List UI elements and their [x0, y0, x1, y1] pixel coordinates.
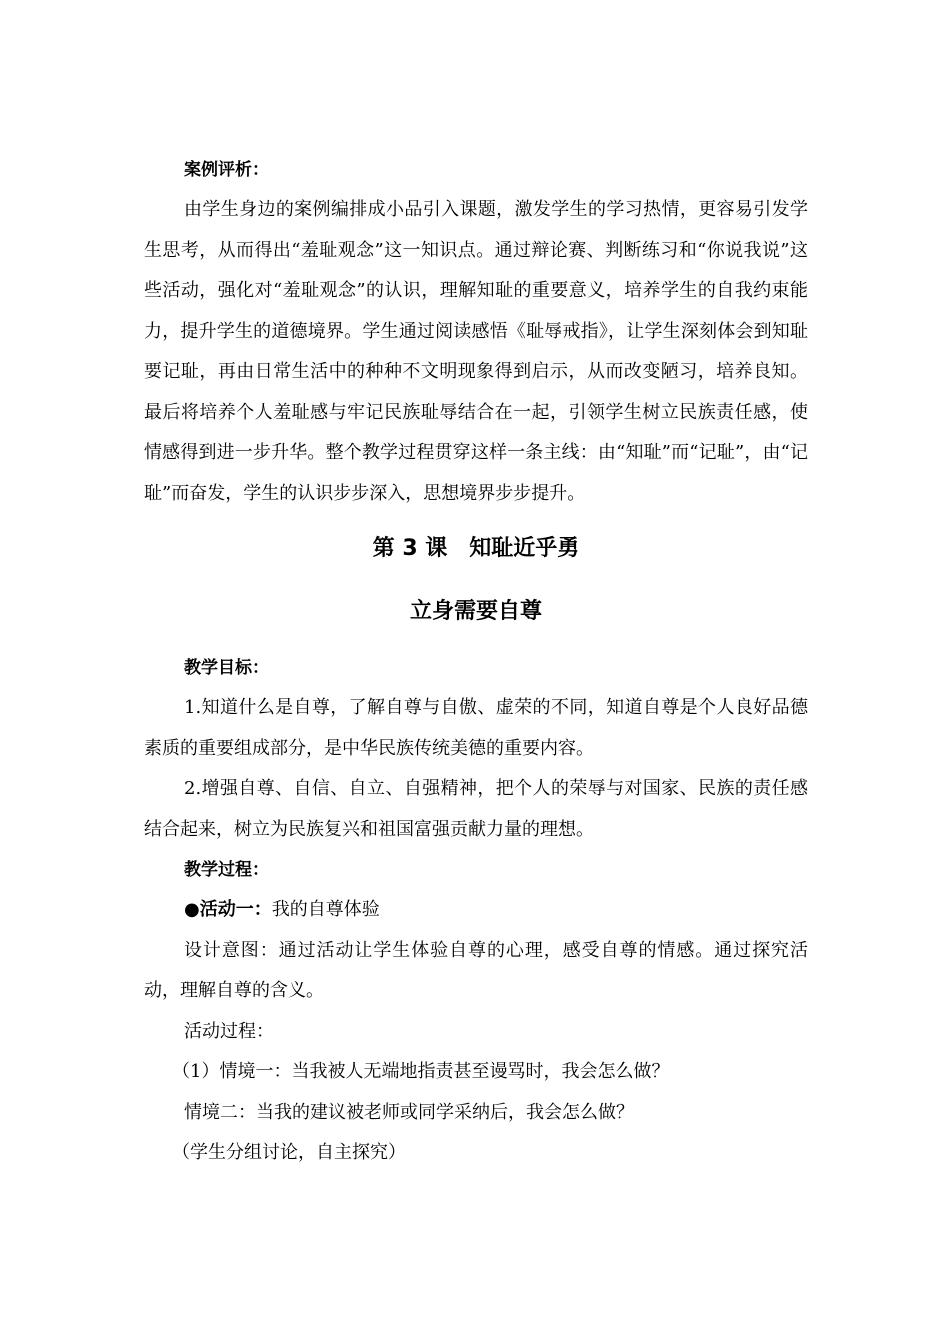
document-page	[144, 150, 808, 1174]
scenario-two: 情境二：当我的建议被老师或同学采纳后，我会怎么做？	[184, 1101, 634, 1123]
case-analysis-body: 由学生身边的案例编排成小品引入课题，激发学生的学习热情，更容易引发学生思考，从而得出“羞耻观念”这一知识点。通过辩论赛、判断练习和“你说我说”这些活动，强化对“羞耻观念”的认识，理解知耻的重要意义，培养学生的自我约束能力，提升学生的道德境界。学生通过阅读感悟《耻辱戒指》，让学生深刻体会到知耻要记耻，再由日常生活中的种种不文明现象得到启示，从而改变陋习，培养良知。最后将培养个人羞耻感与牢记民族耻辱结合在一起，引领学生树立民族责任感，使情感得到进一步升华。整个教学过程贯穿这样一条主线：由“知耻”而“记耻”，由“记耻”而奋发，学生的认识步步深入，思想境界步步提升。	[144, 199, 808, 504]
discussion-note: （学生分组讨论，自主探究）	[172, 1142, 406, 1163]
case-analysis-heading: 案例评析：	[184, 160, 269, 180]
process-heading: 教学过程：	[184, 860, 269, 880]
lesson-title: 第 3 课 知耻近乎勇	[372, 536, 580, 561]
activity-title: 我的自尊体验	[271, 899, 380, 920]
lesson-subtitle: 立身需要自尊	[409, 599, 542, 624]
activity-label: ●活动一：	[184, 899, 272, 920]
scenario-one: （1）情境一：当我被人无端地指责甚至谩骂时，我会怎么做？	[172, 1061, 670, 1082]
objectives-heading: 教学目标：	[184, 658, 269, 678]
objective-item-1: 1.知道什么是自尊，了解自尊与自傲、虚荣的不同，知道自尊是个人良好品德素质的重要组成部分，是中华民族传统美德的重要内容。	[144, 697, 808, 759]
design-intent: 设计意图：通过活动让学生体验自尊的心理，感受自尊的情感。通过探究活动，理解自尊的含义。	[144, 939, 808, 1001]
objective-item-2: 2.增强自尊、自信、自立、自强精神，把个人的荣辱与对国家、民族的责任感结合起来，树立为民族复兴和祖国富强贡献力量的理想。	[144, 778, 808, 840]
process-label: 活动过程：	[184, 1020, 274, 1042]
activity-one	[144, 890, 808, 931]
